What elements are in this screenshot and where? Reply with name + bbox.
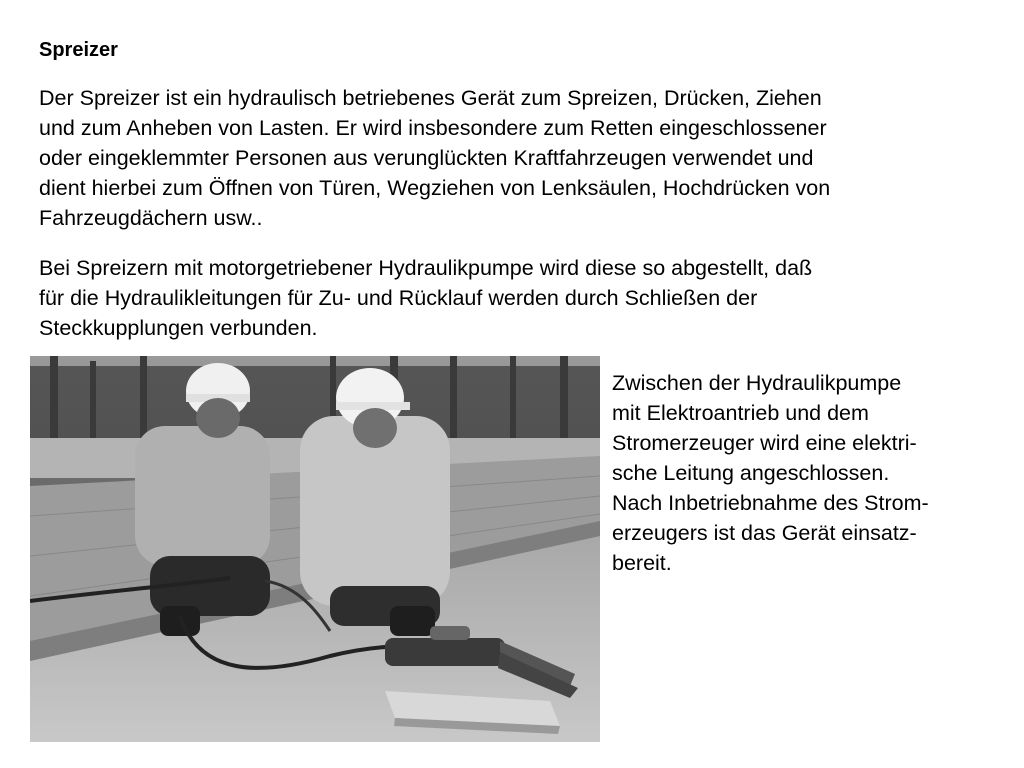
page-title: Spreizer — [39, 39, 118, 61]
paragraph-line: Bei Spreizern mit motorgetriebener Hydraulikpumpe wird diese so abgestellt, daß — [39, 256, 813, 280]
caption-line: Nach Inbetriebnahme des Strom- — [612, 491, 929, 515]
paragraph-line: dient hierbei zum Öffnen von Türen, Wegziehen von Lenksäulen, Hochdrücken von — [39, 176, 831, 200]
paragraph-line: oder eingeklemmter Personen aus verunglückten Kraftfahrzeugen verwendet und — [39, 146, 814, 170]
intro-paragraph — [39, 83, 989, 233]
pump-paragraph — [39, 253, 989, 343]
caption-line: Zwischen der Hydraulikpumpe — [612, 371, 902, 395]
caption-line: sche Leitung angeschlossen. — [612, 461, 890, 485]
rescue-spreader-photo — [30, 356, 600, 742]
caption-line: bereit. — [612, 551, 672, 575]
paragraph-line: Steckkupplungen verbunden. — [39, 316, 318, 340]
caption-line: mit Elektroantrieb und dem — [612, 401, 869, 425]
paragraph-line: für die Hydraulikleitungen für Zu- und Rücklauf werden durch Schließen der — [39, 286, 758, 310]
paragraph-line: Der Spreizer ist ein hydraulisch betriebenes Gerät zum Spreizen, Drücken, Ziehen — [39, 86, 822, 110]
side-caption — [612, 368, 1012, 578]
paragraph-line: Fahrzeugdächern usw.. — [39, 206, 263, 230]
paragraph-line: und zum Anheben von Lasten. Er wird insbesondere zum Retten eingeschlossener — [39, 116, 827, 140]
caption-line: erzeugers ist das Gerät einsatz- — [612, 521, 917, 545]
caption-line: Stromerzeuger wird eine elektri- — [612, 431, 917, 455]
